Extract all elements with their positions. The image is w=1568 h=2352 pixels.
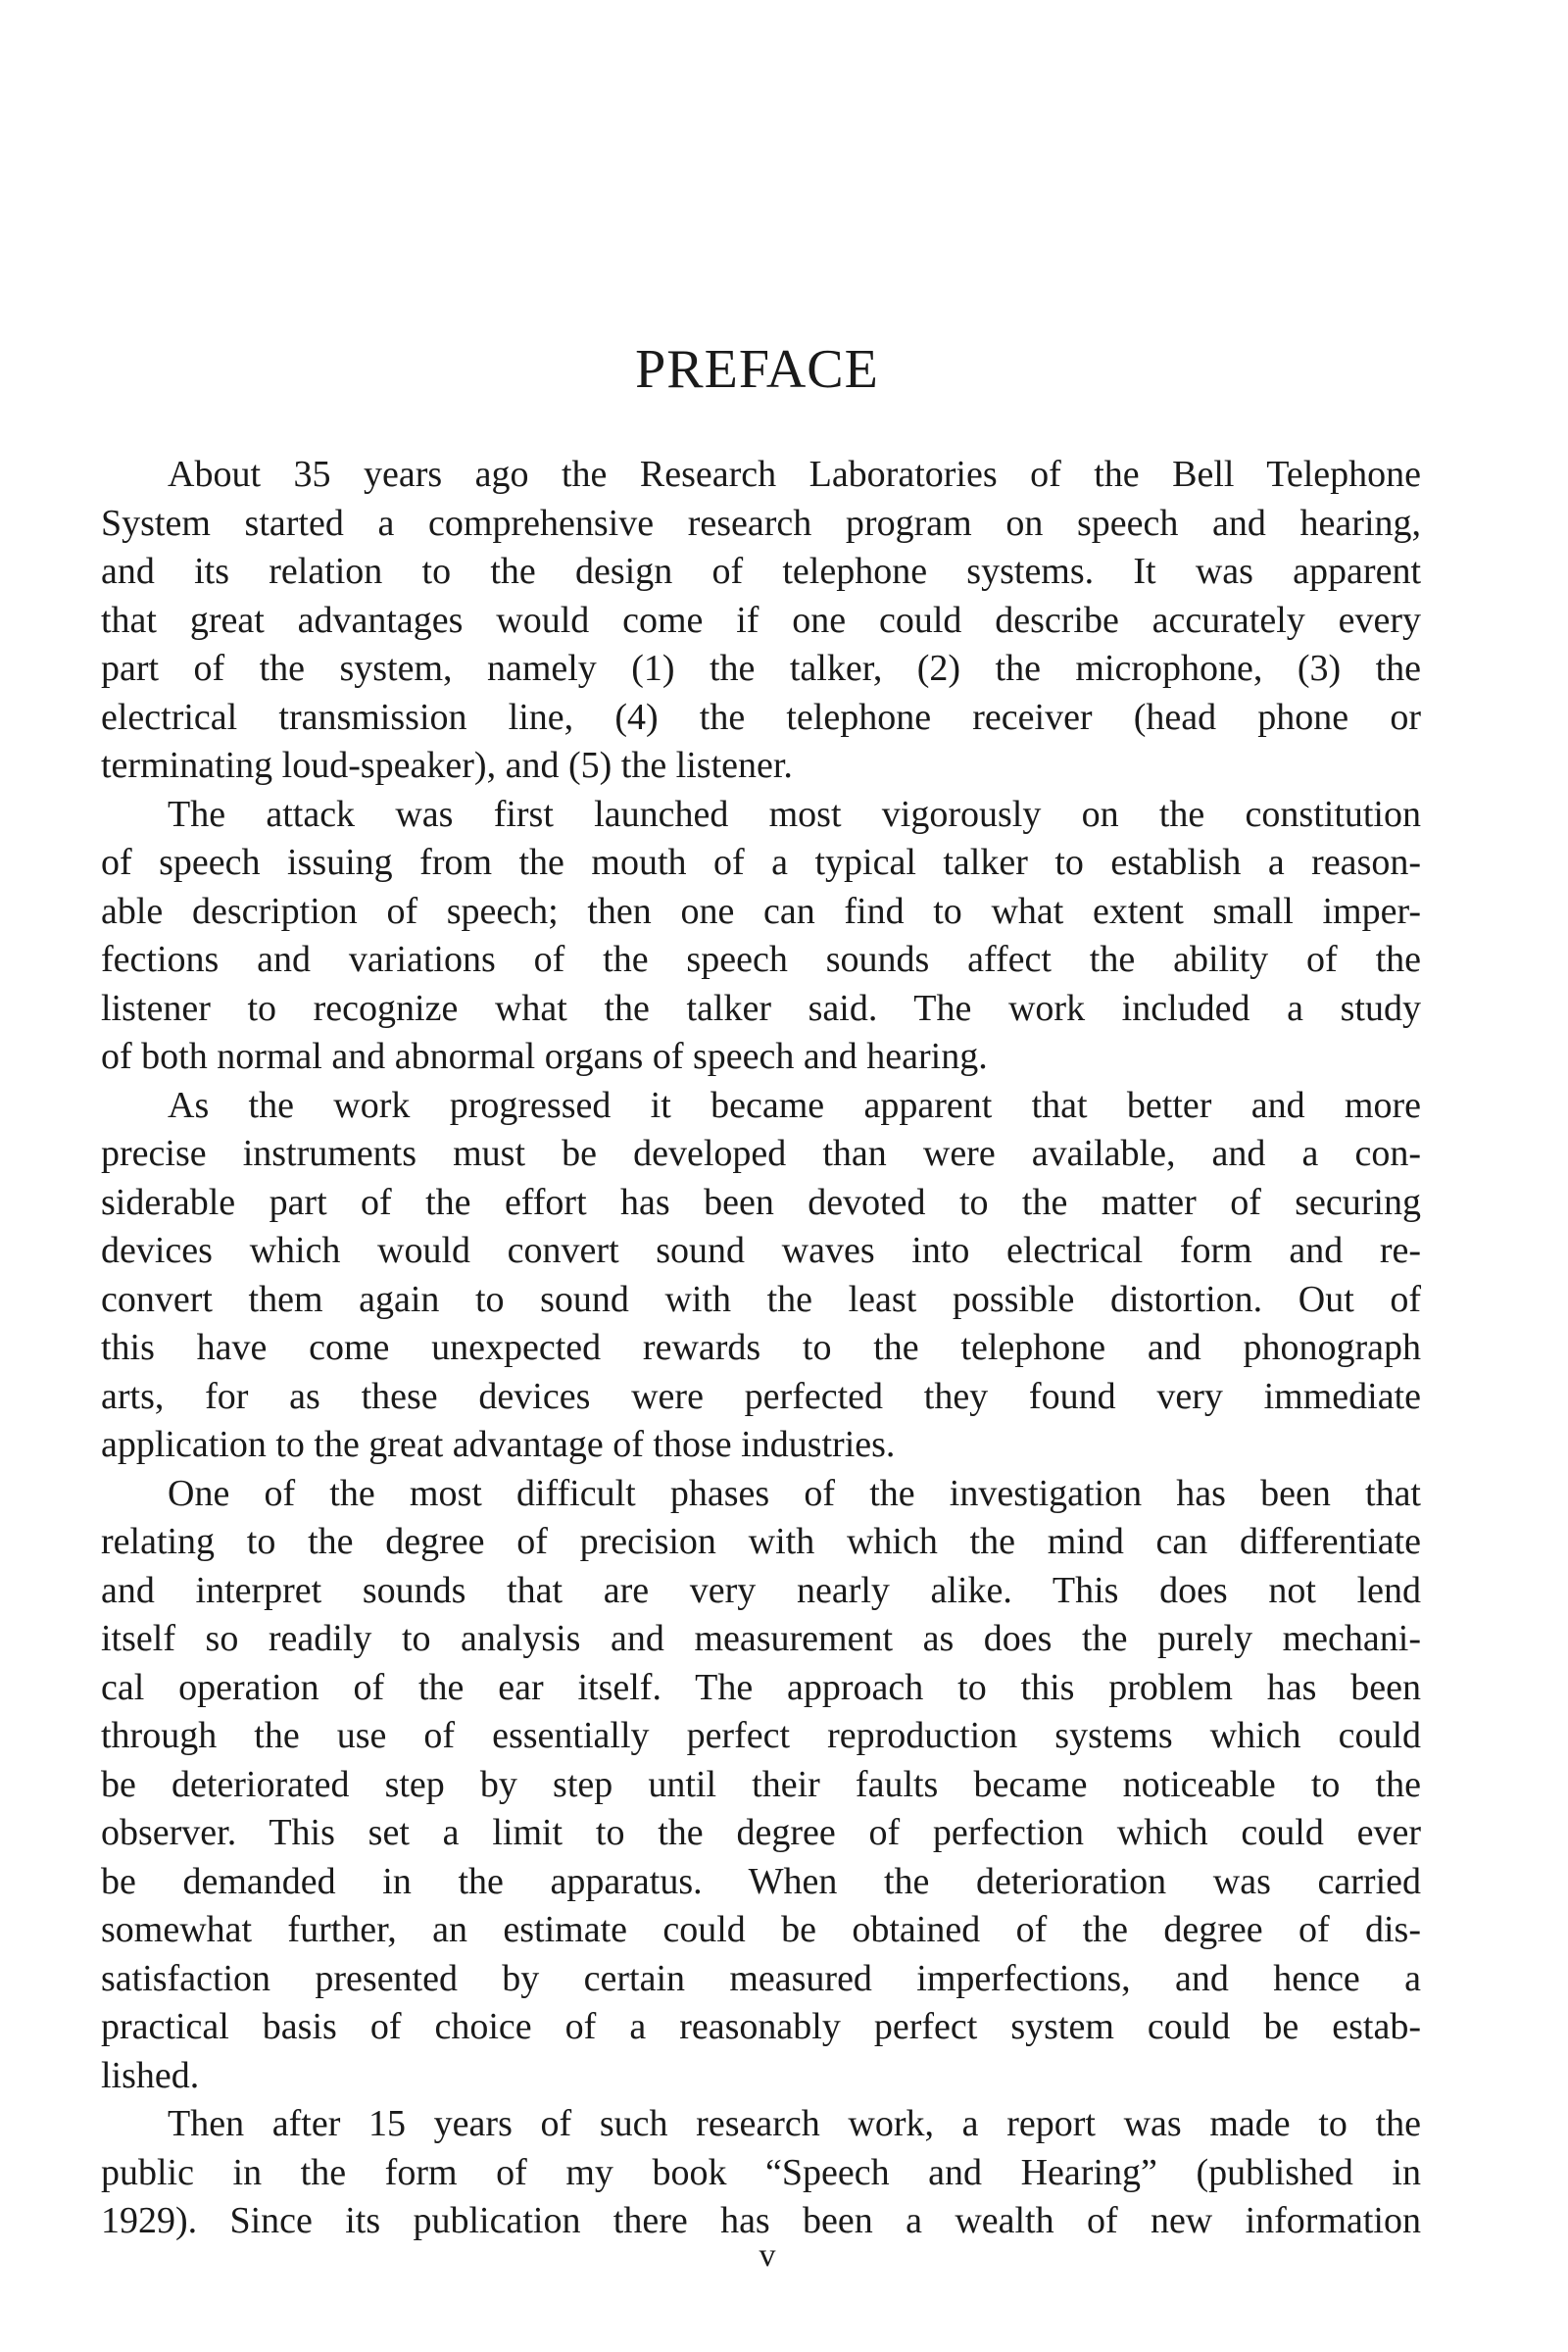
text-line: As the work progressed it became apparent that better and more: [168, 1084, 1421, 1126]
text-line: lished.: [101, 2054, 200, 2096]
text-line: 1929). Since its publication there has been a wealth of new information: [101, 2200, 1421, 2241]
text-line: that great advantages would come if one could describe accurately every: [101, 599, 1421, 641]
text-line: be deteriorated step by step until their faults became noticeable to the: [101, 1763, 1421, 1805]
page-number: v: [759, 2237, 776, 2274]
text-line: somewhat further, an estimate could be obtained of the degree of dis-: [101, 1909, 1421, 1950]
page-title: PREFACE: [635, 339, 879, 400]
text-line: One of the most difficult phases of the investigation has been that: [168, 1472, 1421, 1514]
text-line: be demanded in the apparatus. When the deterioration was carried: [101, 1860, 1421, 1902]
text-line: listener to recognize what the talker said. The work included a study: [101, 987, 1421, 1029]
text-line: Then after 15 years of such research work, a report was made to the: [168, 2103, 1421, 2144]
text-line: through the use of essentially perfect reproduction systems which could: [101, 1715, 1421, 1756]
text-line: and its relation to the design of telephone systems. It was apparent: [101, 551, 1421, 592]
text-line: devices which would convert sound waves into electrical form and re-: [101, 1230, 1421, 1271]
text-line: of speech issuing from the mouth of a typical talker to establish a reason-: [101, 842, 1421, 883]
text-line: cal operation of the ear itself. The approach to this problem has been: [101, 1666, 1421, 1708]
text-line: electrical transmission line, (4) the telephone receiver (head phone or: [101, 696, 1421, 738]
preface-body: [101, 451, 1421, 2246]
text-line: convert them again to sound with the least possible distortion. Out of: [101, 1278, 1421, 1320]
text-line: relating to the degree of precision with which the mind can differentiate: [101, 1521, 1421, 1562]
text-line: siderable part of the effort has been devoted to the matter of securing: [101, 1181, 1421, 1223]
text-line: satisfaction presented by certain measured imperfections, and hence a: [101, 1957, 1421, 1999]
text-line: fections and variations of the speech sounds affect the ability of the: [101, 939, 1421, 980]
text-line: The attack was first launched most vigorously on the constitution: [168, 793, 1421, 835]
text-line: observer. This set a limit to the degree of perfection which could ever: [101, 1812, 1421, 1853]
text-line: application to the great advantage of those industries.: [101, 1424, 896, 1465]
text-line: public in the form of my book “Speech and Hearing” (published in: [101, 2151, 1421, 2193]
text-line: part of the system, namely (1) the talker, (2) the microphone, (3) the: [101, 648, 1421, 689]
text-line: About 35 years ago the Research Laboratories of the Bell Telephone: [168, 454, 1421, 495]
text-line: System started a comprehensive research program on speech and hearing,: [101, 502, 1421, 544]
text-line: able description of speech; then one can find to what extent small imper-: [101, 890, 1421, 932]
text-line: this have come unexpected rewards to the telephone and phonograph: [101, 1327, 1421, 1368]
text-line: itself so readily to analysis and measurement as does the purely mechani-: [101, 1618, 1421, 1659]
text-line: precise instruments must be developed than were available, and a con-: [101, 1133, 1421, 1174]
text-line: and interpret sounds that are very nearly alike. This does not lend: [101, 1569, 1421, 1611]
text-line: terminating loud-speaker), and (5) the listener.: [101, 745, 793, 786]
text-line: practical basis of choice of a reasonably perfect system could be estab-: [101, 2006, 1421, 2047]
text-line: arts, for as these devices were perfected they found very immediate: [101, 1375, 1421, 1417]
text-line: of both normal and abnormal organs of speech and hearing.: [101, 1036, 988, 1077]
